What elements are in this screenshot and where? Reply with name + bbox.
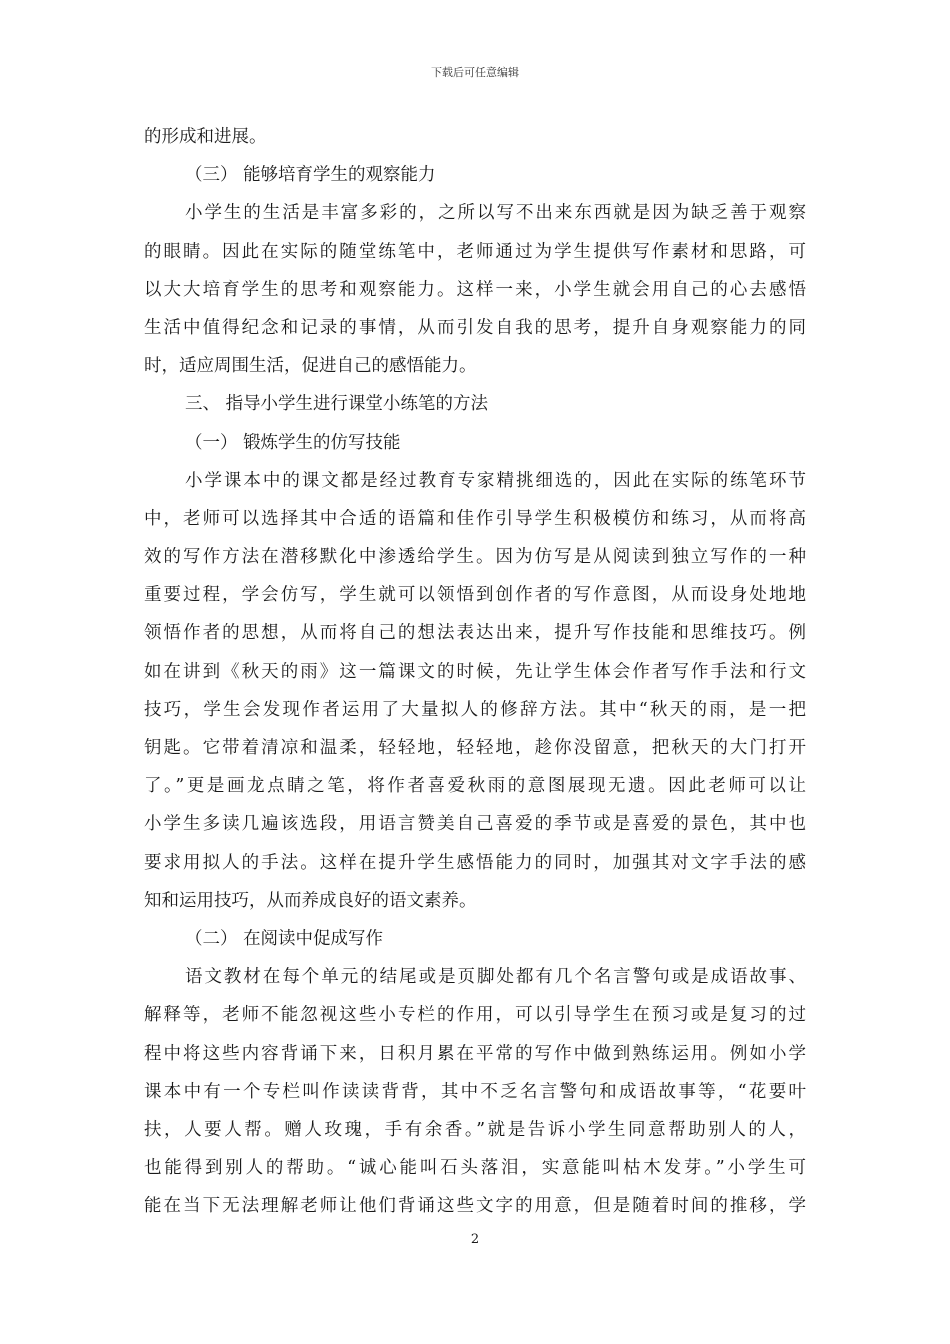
text-line: 课本中有一个专栏叫作读读背背，其中不乏名言警句和成语故事等，“花要叶 xyxy=(144,1081,806,1102)
text-line: 时，适应周围生活，促进自己的感悟能力。 xyxy=(144,356,477,377)
text-line: 小学生的生活是丰富多彩的，之所以写不出来东西就是因为缺乏善于观察 xyxy=(185,203,806,224)
text-line: 要求用拟人的手法。这样在提升学生感悟能力的同时，加强其对文字手法的感 xyxy=(144,852,806,873)
text-line: 了。”更是画龙点睛之笔，将作者喜爱秋雨的意图展现无遗。因此老师可以让 xyxy=(144,776,806,797)
text-line: 语文教材在每个单元的结尾或是页脚处都有几个名言警句或是成语故事、 xyxy=(185,967,806,988)
text-line: 生活中值得纪念和记录的事情，从而引发自我的思考，提升自身观察能力的同 xyxy=(144,317,806,338)
text-line: 钥匙。它带着清凉和温柔，轻轻地，轻轻地，趁你没留意，把秋天的大门打开 xyxy=(144,738,806,758)
text-line: 的眼睛。因此在实际的随堂练笔中，老师通过为学生提供写作素材和思路，可 xyxy=(144,241,806,262)
text-line: 小学课本中的课文都是经过教育专家精挑细选的，因此在实际的练笔环节 xyxy=(185,470,806,491)
page-number: 2 xyxy=(470,1232,480,1247)
text-line: 效的写作方法在潜移默化中渗透给学生。因为仿写是从阅读到独立写作的一种 xyxy=(144,547,806,568)
text-line: 解释等，老师不能忽视这些小专栏的作用，可以引导学生在预习或是复习的过 xyxy=(144,1005,806,1026)
page-header: 下载后可任意编辑 xyxy=(431,66,519,79)
text-line: 能在当下无法理解老师让他们背诵这些文字的用意，但是随着时间的推移，学 xyxy=(144,1196,806,1217)
text-line: 小学生多读几遍该选段，用语言赞美自己喜爱的季节或是喜爱的景色，其中也 xyxy=(144,814,806,835)
text-line: 知和运用技巧，从而养成良好的语文素养。 xyxy=(144,890,477,911)
text-line: 中，老师可以选择其中合适的语篇和佳作引导学生积极模仿和练习，从而将高 xyxy=(144,508,806,529)
text-line: 重要过程，学会仿写，学生就可以领悟到创作者的写作意图，从而设身处地地 xyxy=(144,585,806,606)
text-line: 扶，人要人帮。赠人玫瑰，手有余香。”就是告诉小学生同意帮助别人的人， xyxy=(144,1119,806,1140)
text-line: 领悟作者的思想，从而将自己的想法表达出来，提升写作技能和思维技巧。例 xyxy=(144,623,806,644)
text-line: 的形成和进展。 xyxy=(144,127,267,147)
text-line: 如在讲到《秋天的雨》这一篇课文的时候，先让学生体会作者写作手法和行文 xyxy=(144,661,806,682)
section-heading: 三、 指导小学生进行课堂小练笔的方法 xyxy=(185,394,489,415)
section-heading: （三） 能够培育学生的观察能力 xyxy=(185,165,436,186)
text-line: 以大大培育学生的思考和观察能力。这样一来，小学生就会用自己的心去感悟 xyxy=(144,279,806,300)
section-heading: （二） 在阅读中促成写作 xyxy=(185,928,384,949)
text-line: 程中将这些内容背诵下来，日积月累在平常的写作中做到熟练运用。例如小学 xyxy=(144,1043,806,1064)
section-heading: （一） 锻炼学生的仿写技能 xyxy=(185,432,401,453)
text-line: 也能得到别人的帮助。“诚心能叫石头落泪，实意能叫枯木发芽。”小学生可 xyxy=(144,1158,806,1179)
text-line: 技巧，学生会发现作者运用了大量拟人的修辞方法。其中“秋天的雨，是一把 xyxy=(144,699,806,720)
document-body xyxy=(144,118,806,1225)
